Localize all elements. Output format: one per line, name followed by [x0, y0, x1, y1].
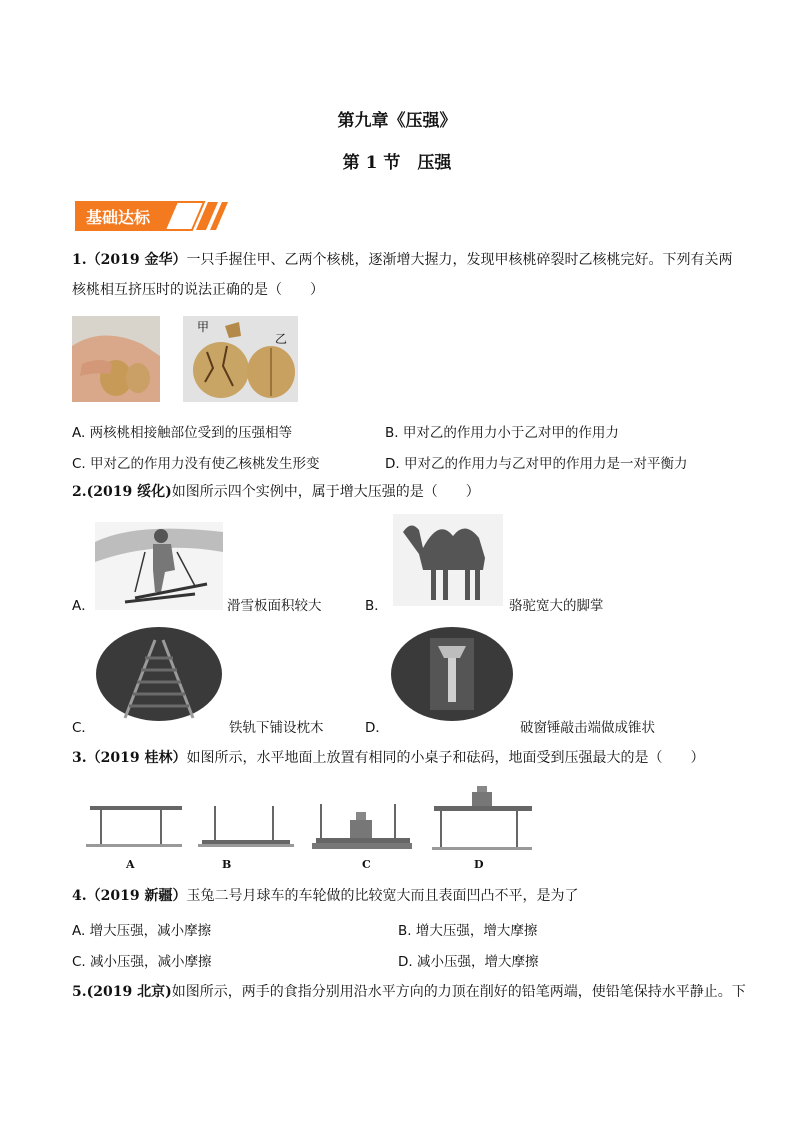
hammer-image — [390, 626, 514, 722]
q2-text: 如图所示四个实例中，属于增大压强的是（ ） — [171, 484, 480, 500]
q2-c-caption: 铁轨下铺设枕木 — [229, 720, 324, 736]
q5-stem — [72, 982, 746, 1002]
q4-num: 4. — [72, 888, 87, 904]
fig-label-c: C — [362, 858, 371, 871]
q4-text: 玉兔二号月球车的车轮做的比较宽大而且表面凹凸不平，是为了 — [186, 888, 579, 904]
q3-num: 3. — [72, 750, 87, 766]
camel-image — [393, 514, 503, 606]
q5-source: (2019 北京) — [86, 984, 172, 1000]
q3-stem — [72, 748, 704, 768]
q1-line2: 核桃相互挤压时的说法正确的是（ ） — [72, 282, 324, 298]
banner-label: 基础达标 — [86, 208, 151, 227]
hammer-illustration — [390, 626, 514, 722]
q2-b-label: B． — [365, 598, 388, 614]
q3-text: 如图所示，水平地面上放置有相同的小桌子和砝码，地面受到压强最大的是（ ） — [186, 750, 705, 766]
figure-b — [198, 806, 294, 847]
q2-d-label: D． — [365, 720, 389, 736]
hand-walnut-illustration — [72, 316, 160, 402]
q1-source: （2019 金华） — [86, 252, 187, 268]
fig-label-d: D — [474, 858, 484, 871]
q1-text: 一只手握住甲、乙两个核桃，逐渐增大握力，发现甲核桃碎裂时乙核桃完好。下列有关两 — [186, 252, 733, 268]
q5-num: 5. — [72, 984, 87, 1000]
q2-c-label: C． — [72, 720, 95, 736]
q2-stem — [72, 482, 480, 502]
q1-option-b: B. 甲对乙的作用力小于乙对甲的作用力 — [385, 425, 619, 441]
skier-image — [95, 522, 223, 610]
skier-illustration — [95, 522, 223, 610]
section-banner — [72, 199, 232, 233]
q2-b-caption: 骆驼宽大的脚掌 — [509, 598, 604, 614]
walnuts-photo — [183, 316, 298, 402]
q1-option-d: D. 甲对乙的作用力与乙对甲的作用力是一对平衡力 — [385, 456, 688, 472]
fig-label-b: B — [222, 858, 232, 871]
q2-a-caption: 滑雪板面积较大 — [227, 598, 322, 614]
figure-d — [432, 786, 532, 850]
camel-illustration — [393, 514, 503, 606]
q4-option-b: B. 增大压强，增大摩擦 — [398, 923, 538, 939]
tables-illustration — [86, 780, 536, 875]
railway-illustration — [95, 626, 223, 722]
walnut-label-jia: 甲 — [197, 320, 210, 334]
q4-stem — [72, 886, 578, 906]
section-title: 第 1 节 压强 — [342, 153, 452, 173]
q1-line1 — [72, 250, 732, 270]
figure-c — [312, 804, 412, 849]
q4-option-d: D. 减小压强，增大摩擦 — [398, 954, 539, 970]
hand-walnut-photo — [72, 316, 160, 402]
q1-option-c: C. 甲对乙的作用力没有使乙核桃发生形变 — [72, 456, 320, 472]
chapter-title: 第九章《压强》 — [337, 111, 457, 131]
q1-num: 1. — [72, 252, 87, 268]
railway-image — [95, 626, 223, 722]
walnut-label-yi: 乙 — [275, 332, 288, 346]
q2-a-label: A． — [72, 598, 95, 614]
q1-option-a: A. 两核桃相接触部位受到的压强相等 — [72, 425, 293, 441]
q2-d-caption: 破窗锤敲击端做成锥状 — [520, 720, 655, 736]
table-figures — [86, 780, 536, 875]
figure-a — [86, 806, 182, 847]
q2-source: (2019 绥化) — [86, 484, 172, 500]
fig-label-a: A — [126, 858, 135, 871]
q4-source: （2019 新疆） — [86, 888, 187, 904]
q3-source: （2019 桂林） — [86, 750, 187, 766]
q2-num: 2. — [72, 484, 87, 500]
q4-option-a: A. 增大压强，减小摩擦 — [72, 923, 212, 939]
q5-text: 如图所示，两手的食指分别用沿水平方向的力顶在削好的铅笔两端，使铅笔保持水平静止。下 — [171, 984, 746, 1000]
q4-option-c: C. 减小压强，减小摩擦 — [72, 954, 212, 970]
